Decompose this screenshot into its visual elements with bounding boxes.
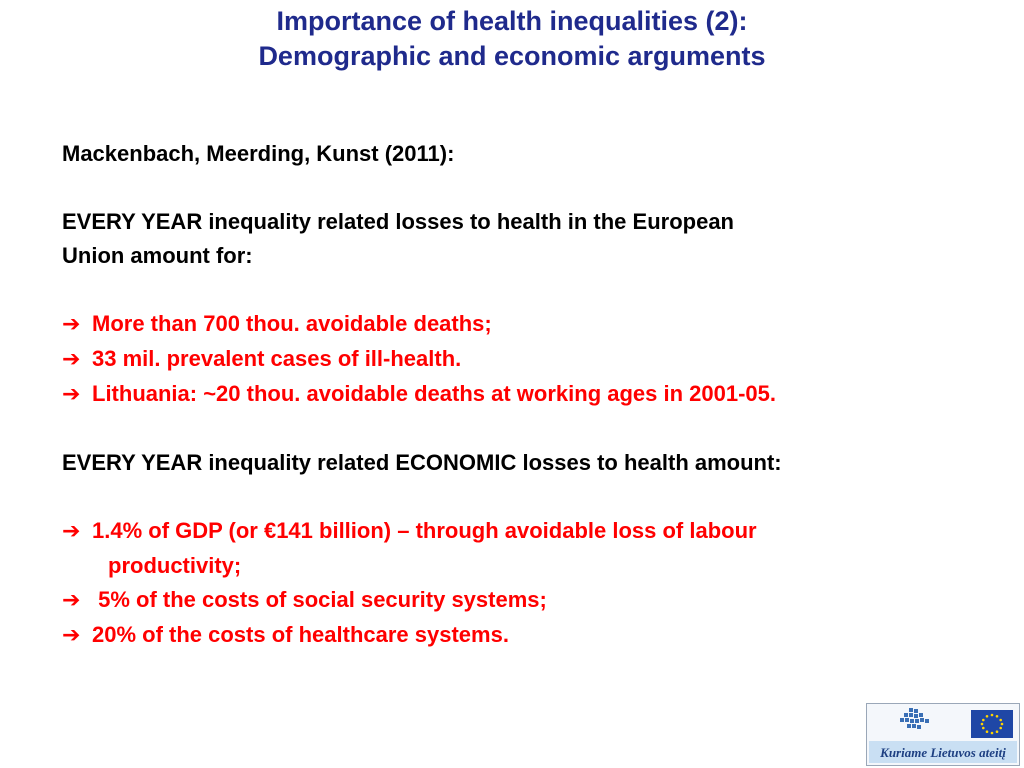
bullet-text: 1.4% of GDP (or €141 billion) – through avoidable loss of labour bbox=[92, 518, 757, 543]
spacer bbox=[62, 273, 1012, 307]
bullet-text: Lithuania: ~20 thou. avoidable deaths at working ages in 2001-05. bbox=[92, 381, 777, 406]
logo-slogan: Kuriame Lietuvos ateitį bbox=[880, 745, 1006, 760]
spacer bbox=[62, 480, 1012, 514]
section2-intro: EVERY YEAR inequality related ECONOMIC losses to health amount: bbox=[62, 450, 782, 475]
bullet-item bbox=[62, 618, 1012, 653]
spacer bbox=[62, 171, 1012, 205]
arrow-right-icon: ➔ bbox=[62, 347, 81, 372]
section1-intro-line-1: EVERY YEAR inequality related losses to health in the European bbox=[62, 209, 734, 234]
bullet-text: 33 mil. prevalent cases of ill-health. bbox=[92, 346, 462, 371]
bullet-item bbox=[62, 307, 1012, 342]
slide-title bbox=[0, 4, 1024, 74]
arrow-right-icon: ➔ bbox=[62, 382, 81, 407]
ministry-emblem-icon bbox=[897, 708, 933, 732]
bullet-item bbox=[62, 342, 1012, 377]
eu-flag-icon bbox=[971, 710, 1013, 738]
sponsor-logo bbox=[866, 703, 1020, 766]
arrow-right-icon: ➔ bbox=[62, 623, 81, 648]
bullet-text: 20% of the costs of healthcare systems. bbox=[92, 622, 509, 647]
bullet-item bbox=[62, 377, 1012, 412]
arrow-right-icon: ➔ bbox=[62, 588, 81, 613]
bullet-item bbox=[62, 583, 1012, 618]
slide-title-line-2: Demographic and economic arguments bbox=[258, 41, 766, 71]
slide-title-line-1: Importance of health inequalities (2): bbox=[276, 6, 748, 36]
section1-intro-line-2: Union amount for: bbox=[62, 243, 253, 268]
arrow-right-icon: ➔ bbox=[62, 519, 81, 544]
bullet-text: More than 700 thou. avoidable deaths; bbox=[92, 311, 492, 336]
spacer bbox=[62, 412, 1012, 446]
bullet-continuation: productivity; bbox=[108, 553, 242, 578]
slide-body bbox=[62, 137, 1012, 653]
bullet-item bbox=[62, 514, 1012, 549]
citation: Mackenbach, Meerding, Kunst (2011): bbox=[62, 141, 455, 166]
bullet-text: 5% of the costs of social security systems; bbox=[92, 587, 547, 612]
arrow-right-icon: ➔ bbox=[62, 312, 81, 337]
